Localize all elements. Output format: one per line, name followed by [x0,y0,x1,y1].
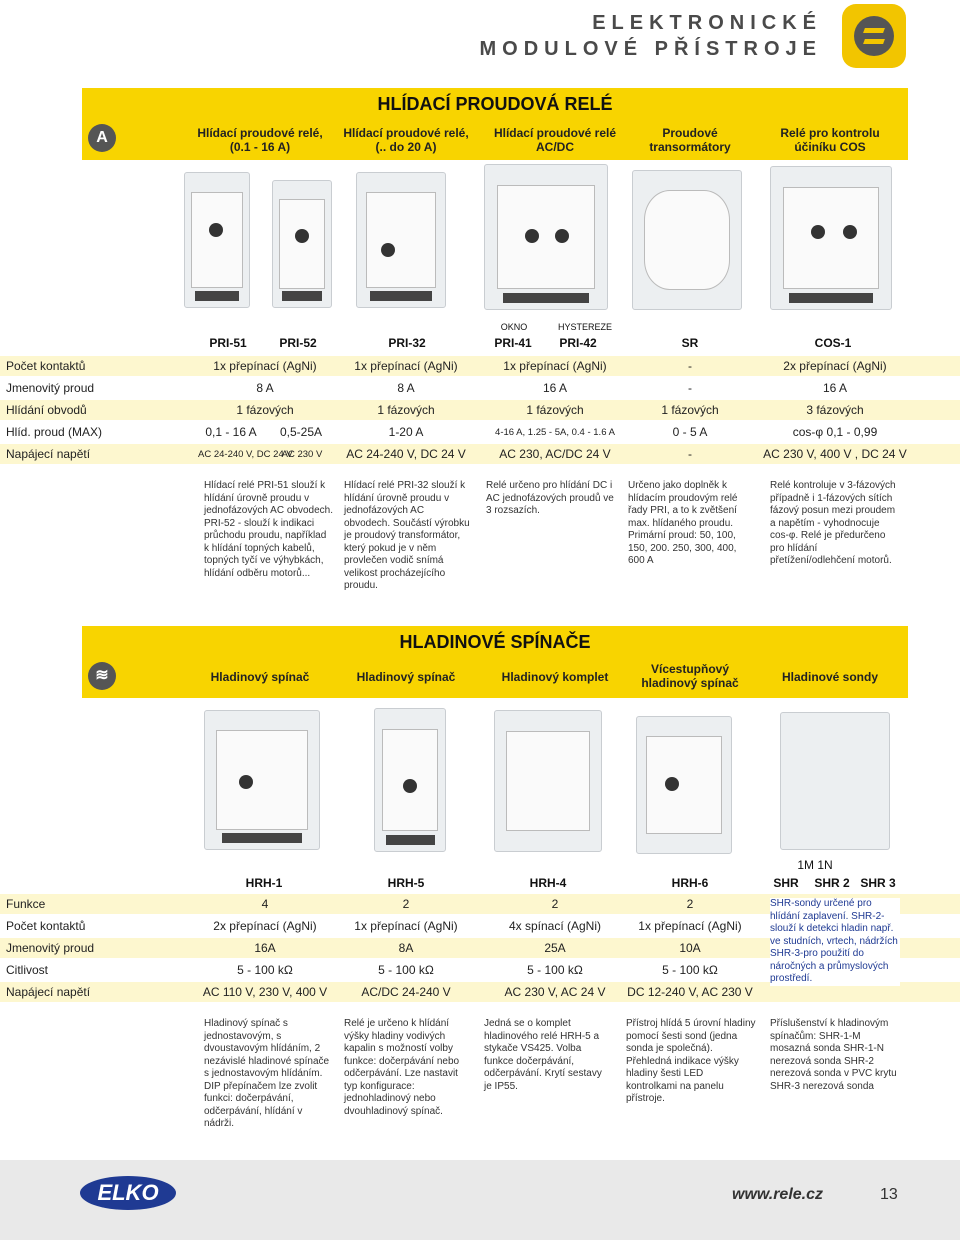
section-b-band [82,626,908,698]
brand-logo-icon [842,4,906,68]
header-title-line1: ELEKTRONICKÉ [592,12,822,34]
cell: 2x přepínací (AgNi) [783,359,887,373]
section-b-title: HLADINOVÉ SPÍNAČE [399,632,591,652]
cell: AC/DC 24-240 V [361,985,451,999]
cell: 1 fázových [661,403,719,417]
desc-cos-1: Relé kontroluje v 3-fázových případně i 1-fázových sítích fázový posun mezi proudem a napětím - vyhodnocuje cos-φ. Relé je předurčeno pro hlídání přetížení/odlehčení motorů. [770,480,896,566]
category-b1: Hladinový spínač [210,670,310,684]
category-a3: Hlídací proudové relé AC/DC [493,126,617,154]
cell: 4-16 A, 1.25 - 5A, 0.4 - 1.6 A [495,427,615,438]
row-label: Napájecí napětí [6,447,91,461]
model-pri-42: PRI-42 [559,336,597,350]
cell: 3 fázových [806,403,864,417]
cell: - [688,359,692,373]
cell: AC 24-240 V, DC 24 V [346,447,466,461]
photo-hrh-6 [636,716,732,854]
photo-hrh-4 [494,710,602,852]
section-a-title: HLÍDACÍ PROUDOVÁ RELÉ [377,94,613,114]
section-a-icon: A [88,124,116,152]
model-shr-2: SHR 2 [814,876,850,890]
category-b5: Hladinové sondy [781,670,879,684]
cell: - [688,447,692,461]
row-label: Citlivost [6,963,49,977]
model-hrh-1: HRH-1 [245,876,283,890]
cell: 1 fázových [236,403,294,417]
cell: 1x přepínací (AgNi) [354,359,458,373]
cell: 2 [686,897,694,911]
model-pri-41: PRI-41 [494,336,532,350]
desc-pri-32: Hlídací relé PRI-32 slouží k hlídání úrovně proudu v jednofázových AC obvodech. Součástí výrobku je proudový transformátor, který pokud je v něm provlečen vodič snímá velikost procházejícího proudu. [344,480,470,591]
cell: 25A [544,941,566,955]
cell: 1x přepínací (AgNi) [638,919,742,933]
model-hrh-6: HRH-6 [671,876,709,890]
model-shr-3: SHR 3 [860,876,896,890]
photo-pri-41-42 [484,164,608,310]
category-a1: Hlídací proudové relé, (0.1 - 16 A) [197,126,323,154]
desc-pri-41-42: Relé určeno pro hlídání DC i AC jednofázových proudů ve 3 rozsazích. [486,480,614,516]
row-label: Funkce [6,897,46,911]
cell: 16 A [542,381,568,395]
photo-hrh-5 [374,708,446,852]
photo-sr [632,170,742,310]
cell: 2x přepínací (AgNi) [213,919,317,933]
cell: AC 24-240 V, DC 24 V [198,449,293,460]
cell: AC 230 V, AC 24 V [504,985,606,999]
photo-pri-52 [272,180,332,308]
photo-pri-32 [356,172,446,308]
desc-hrh-1: Hladinový spínač s jednostavovým, s dvoustavovým hlídáním, 2 nezávislé hladinové spínače s jednostavovým hlídáním. DIP přepínačem lze zvolit funkci: dočerpávání, odčerpávání, hlídání v nádrži. [204,1018,330,1129]
cell: 0 - 5 A [672,425,708,439]
desc-hrh-6: Přístroj hlídá 5 úrovní hladiny pomocí šesti sond (jedna sonda je společná). Přehledná indikace výšky hladiny šesti LED kontrolkami na panelu přístroje. [626,1018,756,1104]
category-a2: Hlídací proudové relé, (.. do 20 A) [343,126,469,154]
cell: 5 - 100 kΩ [527,963,583,977]
category-a4: Proudové transormátory [649,126,731,154]
cell: 1-20 A [388,425,424,439]
cell: 16 A [822,381,848,395]
desc-hrh-4: Jedná se o komplet hladinového relé HRH-5 a stykače VS425. Volba funkce dočerpávání, odčerpávání. Krytí sestavy je IP55. [484,1018,602,1092]
model-hrh-5: HRH-5 [387,876,425,890]
category-b2: Hladinový spínač [356,670,456,684]
cell: 8 A [256,381,274,395]
cell: 1x přepínací (AgNi) [503,359,607,373]
cell: 4 [261,897,269,911]
cell: 8A [398,941,414,955]
elko-logo: ELKO [80,1176,176,1210]
cell: 16A [254,941,276,955]
page-number: 13 [880,1186,898,1203]
desc-hrh-5: Relé je určeno k hlídání výšky hladiny vodivých kapalin s možností volby funkce: dočerpávání nebo odčerpávání. Lze nastavit typ konfigurace: jednohladinový nebo dvouhladinový spínač. [344,1018,460,1117]
cell: AC 110 V, 230 V, 400 V [202,985,328,999]
photo-pri-51 [184,172,250,308]
model-hrh-4: HRH-4 [529,876,567,890]
cell: 2 [551,897,559,911]
photo-cos-1 [770,166,892,310]
desc-shr-overview: SHR-sondy určené pro hlídání zaplavení. SHR-2-slouží k detekci hladin např. ve studních, vrtech, nádržích SHR-3-pro použití do náročných a průmyslových prostředí. [770,898,900,986]
cell: 1 fázových [526,403,584,417]
cell: 0,5-25A [279,425,323,439]
cell: 1 fázových [377,403,435,417]
desc-shr-accessories: Příslušenství k hladinovým spínačům: SHR-1-M mosazná sonda SHR-1-N nerezová sonda SHR-2 nerezová sonda v PVC krytu SHR-3 nerezová sonda [770,1018,897,1092]
row-label: Počet kontaktů [6,359,86,373]
row-label: Počet kontaktů [6,919,86,933]
cell: 5 - 100 kΩ [662,963,718,977]
model-sr: SR [681,336,699,350]
subhead-okno: OKNO [500,322,528,332]
cell: AC 230 V, 400 V , DC 24 V [763,447,907,461]
model-pri-52: PRI-52 [279,336,317,350]
row-label: Napájecí napětí [6,985,91,999]
category-a5: Relé pro kontrolu účiníku COS [780,126,880,154]
cell: AC 230, AC/DC 24 V [499,447,611,461]
photo-hrh-1 [204,710,320,850]
model-shr: SHR [773,876,799,890]
model-pri-32: PRI-32 [388,336,426,350]
row-label: Hlíd. proud (MAX) [6,425,103,439]
cell: 2 [402,897,410,911]
category-b4: Vícestupňový hladinový spínač [641,662,739,690]
row-label: Jmenovitý proud [6,381,95,395]
cell: 0,1 - 16 A [205,425,257,439]
category-b3: Hladinový komplet [501,670,609,684]
cell: DC 12-240 V, AC 230 V [627,985,753,999]
row-label: Jmenovitý proud [6,941,95,955]
model-pri-51: PRI-51 [209,336,247,350]
cell: 5 - 100 kΩ [237,963,293,977]
header-title-line2: MODULOVÉ PŘÍSTROJE [479,38,822,60]
cell: 1x přepínací (AgNi) [354,919,458,933]
cell: 8 A [397,381,415,395]
cell: AC 230 V [281,449,323,460]
row-label: Hlídání obvodů [6,403,87,417]
cell: 10A [679,941,701,955]
cell: 4x spínací (AgNi) [508,919,602,933]
cell: - [688,381,692,395]
waves-icon: ≋ [88,662,116,690]
cell: cos-φ 0,1 - 0,99 [792,425,878,439]
desc-sr: Určeno jako doplněk k hlídacím proudovým relé řady PRI, a to k zvětšení max. hlídaného proudu. Primární proud: 50, 100, 150, 200. 250, 300, 400, 600 A [628,480,738,566]
subhead-hystereze: HYSTEREZE [557,322,612,332]
cell: 5 - 100 kΩ [378,963,434,977]
model-cos-1: COS-1 [814,336,852,350]
photo-shr-probes [780,712,890,850]
footer-url[interactable]: www.rele.cz [732,1186,823,1203]
cell: 1x přepínací (AgNi) [213,359,317,373]
desc-pri-51-52: Hlídací relé PRI-51 slouží k hlídání úrovně proudu v jednofázových AC obvodech. PRI-52 - slouží k indikaci průchodu proudu, například k hlídání topných kabelů, topných tyčí ve výhybkách, hlídání odběru motorů... [204,480,333,579]
probe-codes: 1M 1N [797,858,833,872]
